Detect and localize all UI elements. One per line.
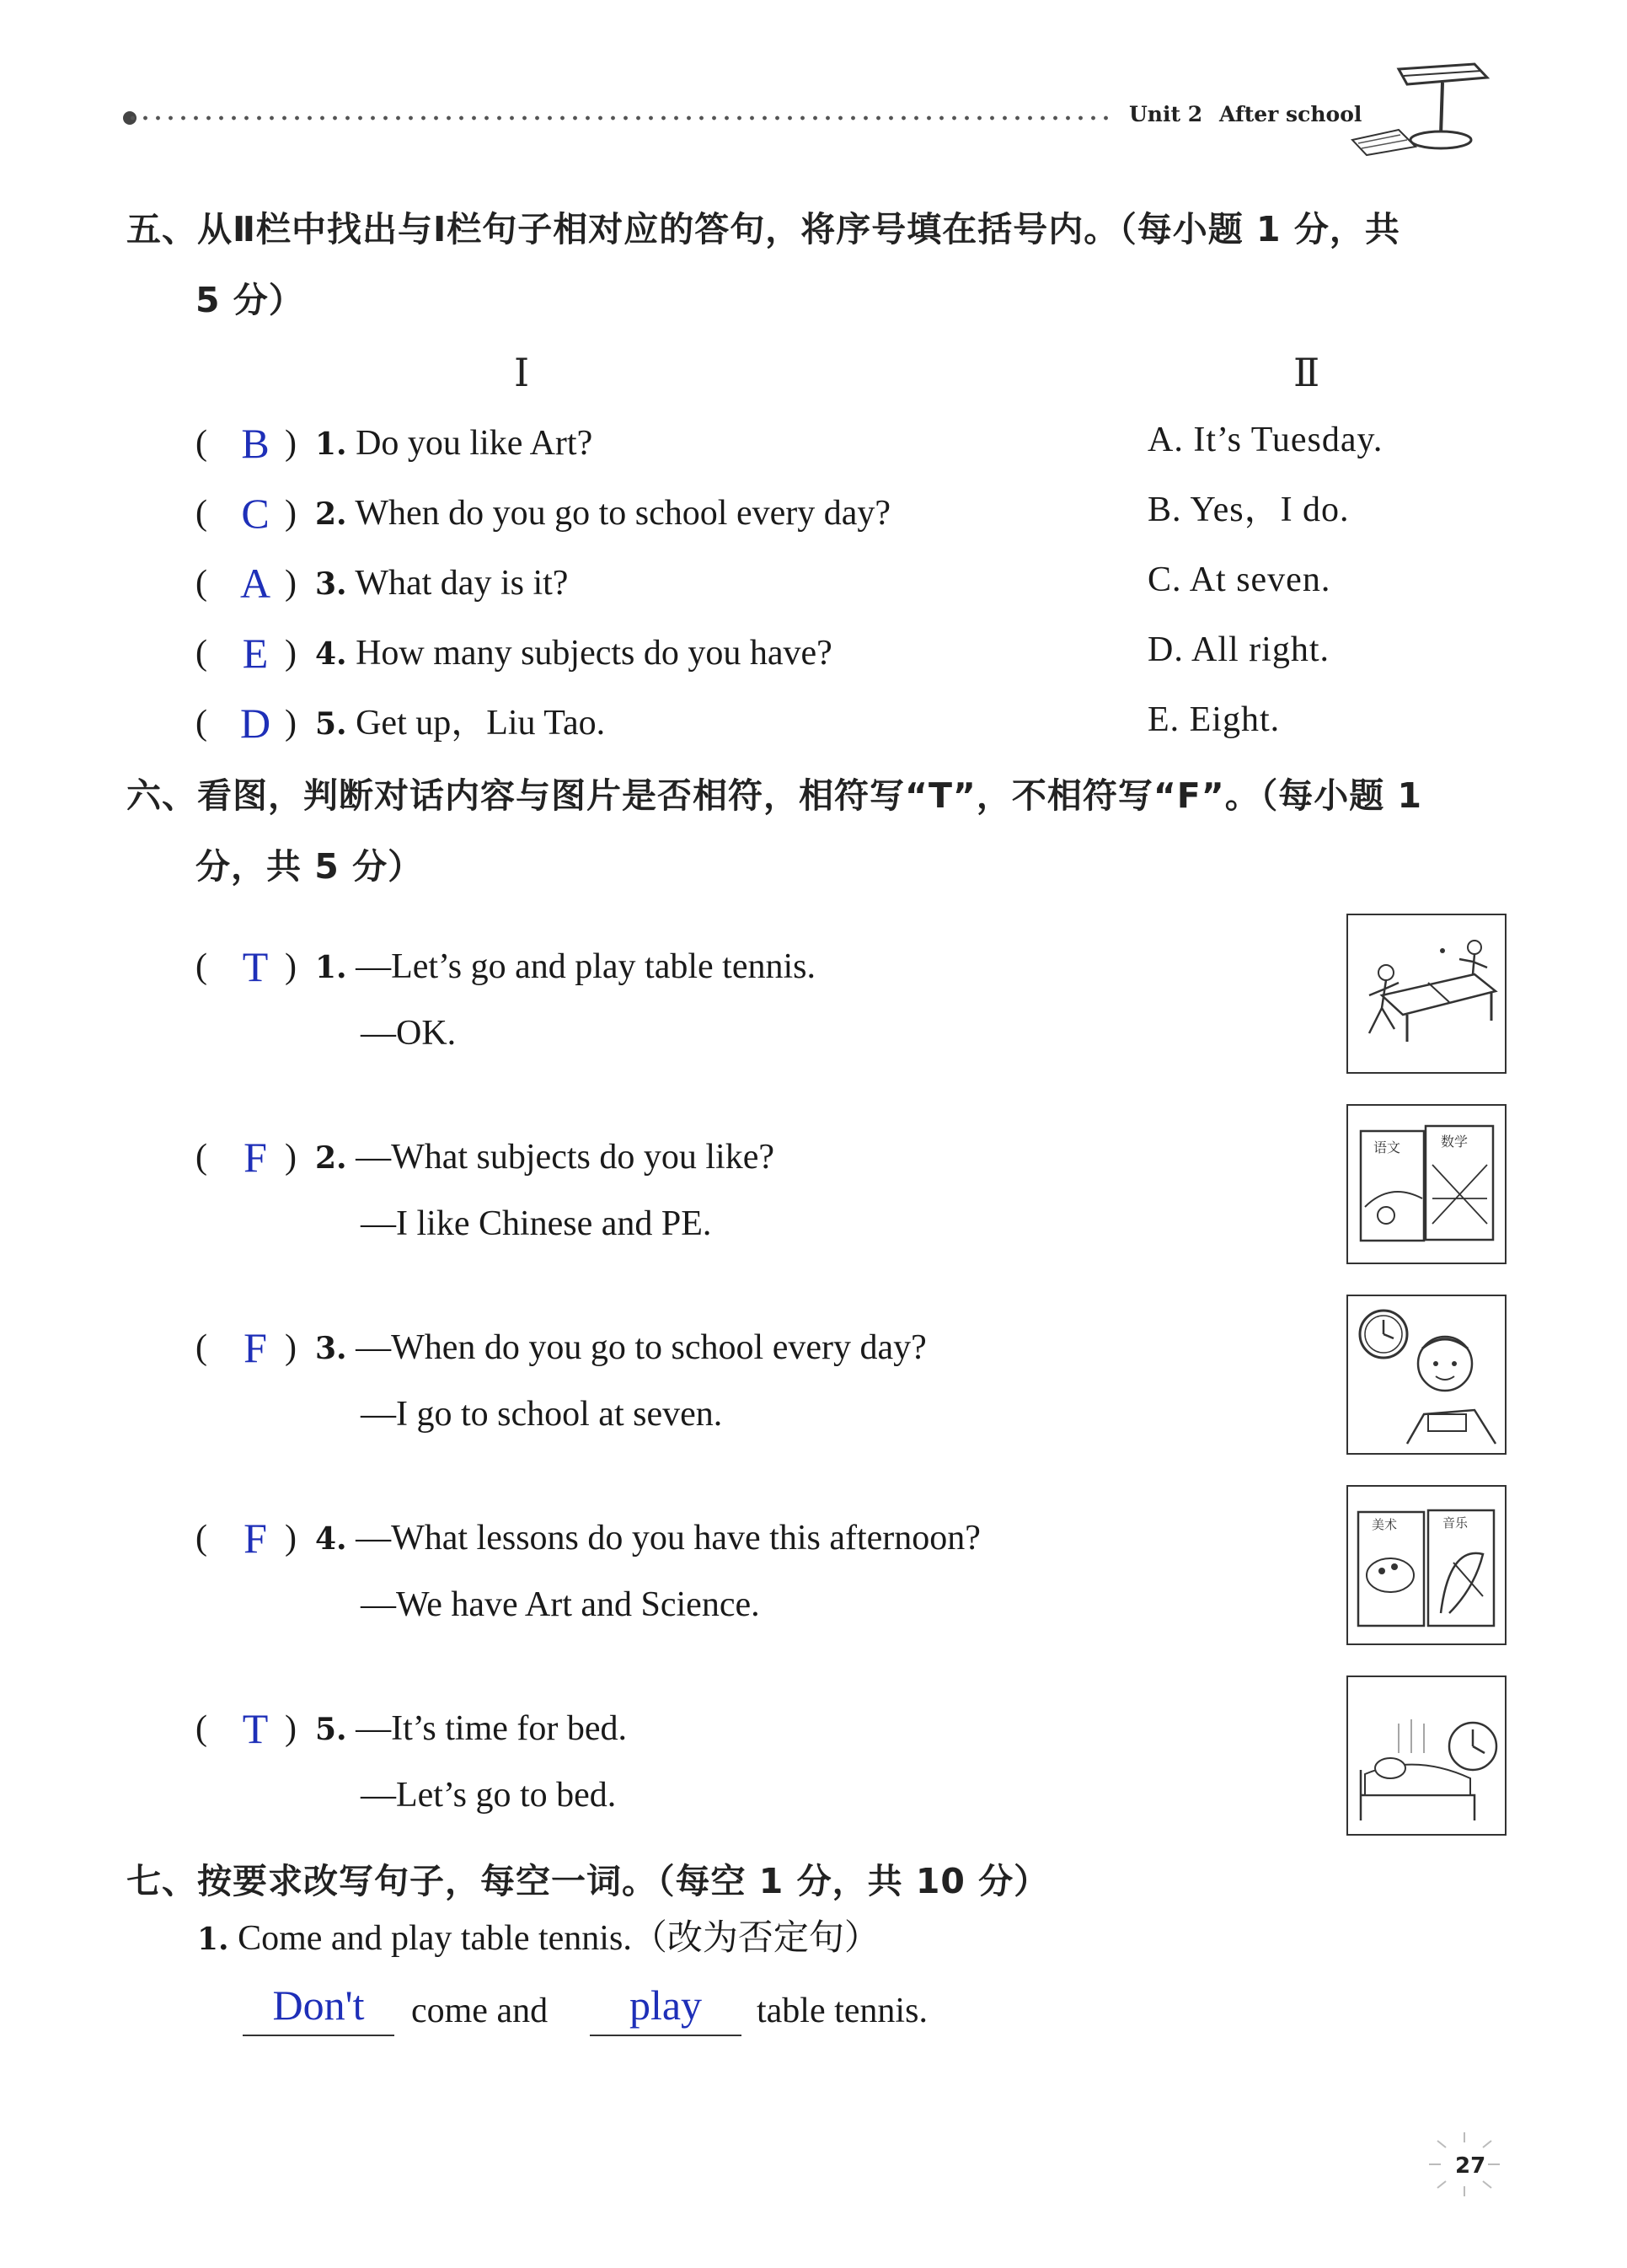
s6-reply-4: —We have Art and Science. xyxy=(361,1585,760,1624)
rewrite-blank-1[interactable]: Don't xyxy=(272,1981,365,2029)
s5-question-5: ( D ) 5. Get up，Liu Tao. xyxy=(195,700,606,747)
answer-blank[interactable]: E xyxy=(242,630,269,677)
answer-blank[interactable]: F xyxy=(244,1324,267,1371)
column-1-label: Ⅰ xyxy=(514,350,530,395)
section5-title-line2: 5 分） xyxy=(195,280,304,320)
s6-question-4: ( F ) 4. —What lessons do you have this afternoon? xyxy=(195,1515,981,1562)
section6-title xyxy=(126,760,1517,902)
s6-reply-2: —I like Chinese and PE. xyxy=(361,1204,712,1243)
s6-question-5: ( T ) 5. —It’s time for bed. xyxy=(195,1705,628,1752)
section5-title-line1: 五、从Ⅱ栏中找出与Ⅰ栏句子相对应的答句，将序号填在括号内。（每小题 1 分，共 xyxy=(126,209,1400,249)
answer-blank[interactable]: D xyxy=(239,700,271,747)
section6-title-line2: 分，共 5 分） xyxy=(195,846,424,887)
desk-lamp-icon xyxy=(1348,59,1508,160)
section7-title: 七、按要求改写句子，每空一词。（每空 1 分，共 10 分） xyxy=(126,1861,1050,1901)
table-tennis-picture xyxy=(1346,914,1507,1074)
s5-question-2: ( C ) 2. When do you go to school every day? xyxy=(195,490,891,537)
answer-blank[interactable]: F xyxy=(244,1134,267,1181)
rewrite-middle-text: come and xyxy=(411,1992,549,2030)
art-music-books-picture xyxy=(1346,1485,1507,1645)
s6-question-2: ( F ) 2. —What subjects do you like? xyxy=(195,1134,774,1181)
svg-text:数学: 数学 xyxy=(1441,1134,1469,1150)
s6-reply-5: —Let’s go to bed. xyxy=(361,1776,617,1815)
s6-reply-1: —OK. xyxy=(361,1014,457,1053)
blank-underline xyxy=(590,2035,741,2036)
svg-text:音乐: 音乐 xyxy=(1442,1515,1469,1531)
textbooks-picture xyxy=(1346,1104,1507,1264)
option-a: A. It’s Tuesday. xyxy=(1148,421,1383,459)
option-c: C. At seven. xyxy=(1148,560,1331,599)
bedtime-picture xyxy=(1346,1676,1507,1836)
s6-question-3: ( F ) 3. —When do you go to school every day? xyxy=(195,1324,927,1371)
header-unit: Unit 2 xyxy=(1129,102,1203,126)
answer-blank[interactable]: A xyxy=(239,560,271,607)
s5-question-4: ( E ) 4. How many subjects do you have? xyxy=(195,630,832,677)
option-e: E. Eight. xyxy=(1148,700,1281,739)
s7-question-1: 1. Come and play table tennis.（改为否定句） xyxy=(197,1919,880,1958)
answer-blank[interactable]: C xyxy=(241,490,270,537)
page-number: 27 xyxy=(1455,2153,1486,2179)
s6-reply-3: —I go to school at seven. xyxy=(361,1395,723,1434)
answer-blank[interactable]: T xyxy=(242,943,269,990)
rewrite-blank-2[interactable]: play xyxy=(629,1981,703,2029)
section6-title-line1: 六、看图，判断对话内容与图片是否相符，相符写“T”，不相符写“F”。（每小题 1 xyxy=(126,775,1423,816)
answer-blank[interactable]: B xyxy=(241,420,270,467)
header-title: After school xyxy=(1219,102,1362,126)
header-dotted-rule xyxy=(126,115,1116,121)
s5-question-3: ( A ) 3. What day is it? xyxy=(195,560,569,607)
answer-blank[interactable]: F xyxy=(244,1515,267,1562)
option-d: D. All right. xyxy=(1148,630,1330,669)
boy-clock-picture xyxy=(1346,1295,1507,1455)
section5-title xyxy=(126,194,1517,335)
option-b: B. Yes，I do. xyxy=(1148,491,1350,529)
blank-underline xyxy=(243,2035,394,2036)
column-2-label: Ⅱ xyxy=(1293,350,1320,395)
s5-question-1: ( B ) 1. Do you like Art? xyxy=(195,420,593,467)
svg-text:美术: 美术 xyxy=(1372,1517,1398,1532)
rewrite-end-text: table tennis. xyxy=(757,1992,928,2030)
answer-blank[interactable]: T xyxy=(242,1705,269,1752)
s6-question-1: ( T ) 1. —Let’s go and play table tennis. xyxy=(195,943,816,990)
svg-text:语文: 语文 xyxy=(1373,1139,1401,1155)
